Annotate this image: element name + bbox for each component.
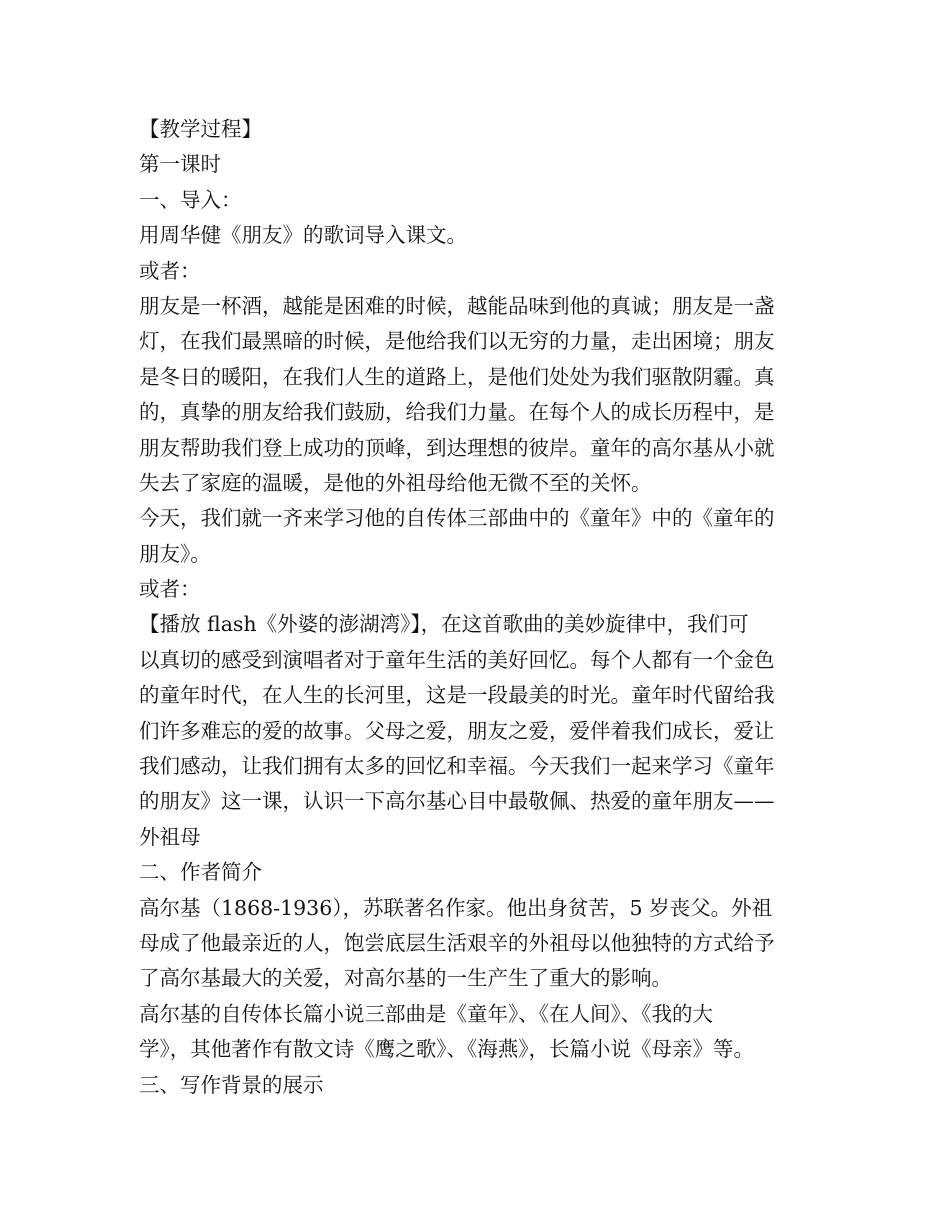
text-line: 朋友》。	[139, 541, 211, 566]
text-line: 朋友是一杯酒，越能是困难的时候，越能品味到他的真诚；朋友是一盏	[139, 293, 775, 318]
paragraph-author	[139, 891, 829, 997]
section-1-title: 一、导入：	[139, 187, 242, 212]
text-line: 的童年时代，在人生的长河里，这是一段最美的时光。童年时代留给我	[139, 683, 775, 708]
paragraph-works	[139, 997, 829, 1068]
text-line: 朋友帮助我们登上成功的顶峰，到达理想的彼岸。童年的高尔基从小就	[139, 435, 775, 460]
text-line: 高尔基（1868-1936），苏联著名作家。他出身贫苦，5 岁丧父。外祖	[139, 895, 773, 920]
lesson-label: 第一课时	[139, 152, 221, 177]
paragraph-flash	[139, 607, 829, 855]
text-line: 外祖母	[139, 824, 201, 849]
text-line: 【播放 flash《外婆的澎湖湾》】，在这首歌曲的美妙旋律中，我们可	[139, 612, 749, 637]
text-line: 母成了他最亲近的人，饱尝底层生活艰辛的外祖母以他独特的方式给予	[139, 930, 775, 955]
paragraph-friends	[139, 289, 829, 501]
text-line: 高尔基的自传体长篇小说三部曲是《童年》、《在人间》、《我的大	[139, 1001, 713, 1026]
document-page	[139, 112, 829, 1103]
or-label: 或者：	[139, 577, 201, 602]
or-label: 或者：	[139, 258, 201, 283]
text-line: 失去了家庭的温暖，是他的外祖母给他无微不至的关怀。	[139, 470, 652, 495]
text-line: 的朋友》这一课，认识一下高尔基心目中最敬佩、热爱的童年朋友——	[139, 789, 775, 814]
text-line: 是冬日的暖阳，在我们人生的道路上，是他们处处为我们驱散阴霾。真	[139, 364, 775, 389]
text-line: 我们感动，让我们拥有太多的回忆和幸福。今天我们一起来学习《童年	[139, 754, 775, 779]
text-line: 灯，在我们最黑暗的时候，是他给我们以无穷的力量，走出困境；朋友	[139, 329, 775, 354]
text-line: 的，真挚的朋友给我们鼓励，给我们力量。在每个人的成长历程中，是	[139, 400, 775, 425]
section-heading: 【教学过程】	[139, 117, 262, 141]
text-line: 今天，我们就一齐来学习他的自传体三部曲中的《童年》中的《童年的	[139, 506, 775, 531]
intro-line: 用周华健《朋友》的歌词导入课文。	[139, 223, 467, 248]
text-line: 了高尔基最大的关爱，对高尔基的一生产生了重大的影响。	[139, 966, 672, 991]
text-line: 学》，其他著作有散文诗《鹰之歌》、《海燕》，长篇小说《母亲》等。	[139, 1037, 754, 1062]
paragraph-today	[139, 501, 829, 572]
section-3-title: 三、写作背景的展示	[139, 1072, 324, 1097]
text-line: 以真切的感受到演唱者对于童年生活的美好回忆。每个人都有一个金色	[139, 647, 775, 672]
text-line: 们许多难忘的爱的故事。父母之爱，朋友之爱，爱伴着我们成长，爱让	[139, 718, 775, 743]
section-2-title: 二、作者简介	[139, 860, 262, 885]
